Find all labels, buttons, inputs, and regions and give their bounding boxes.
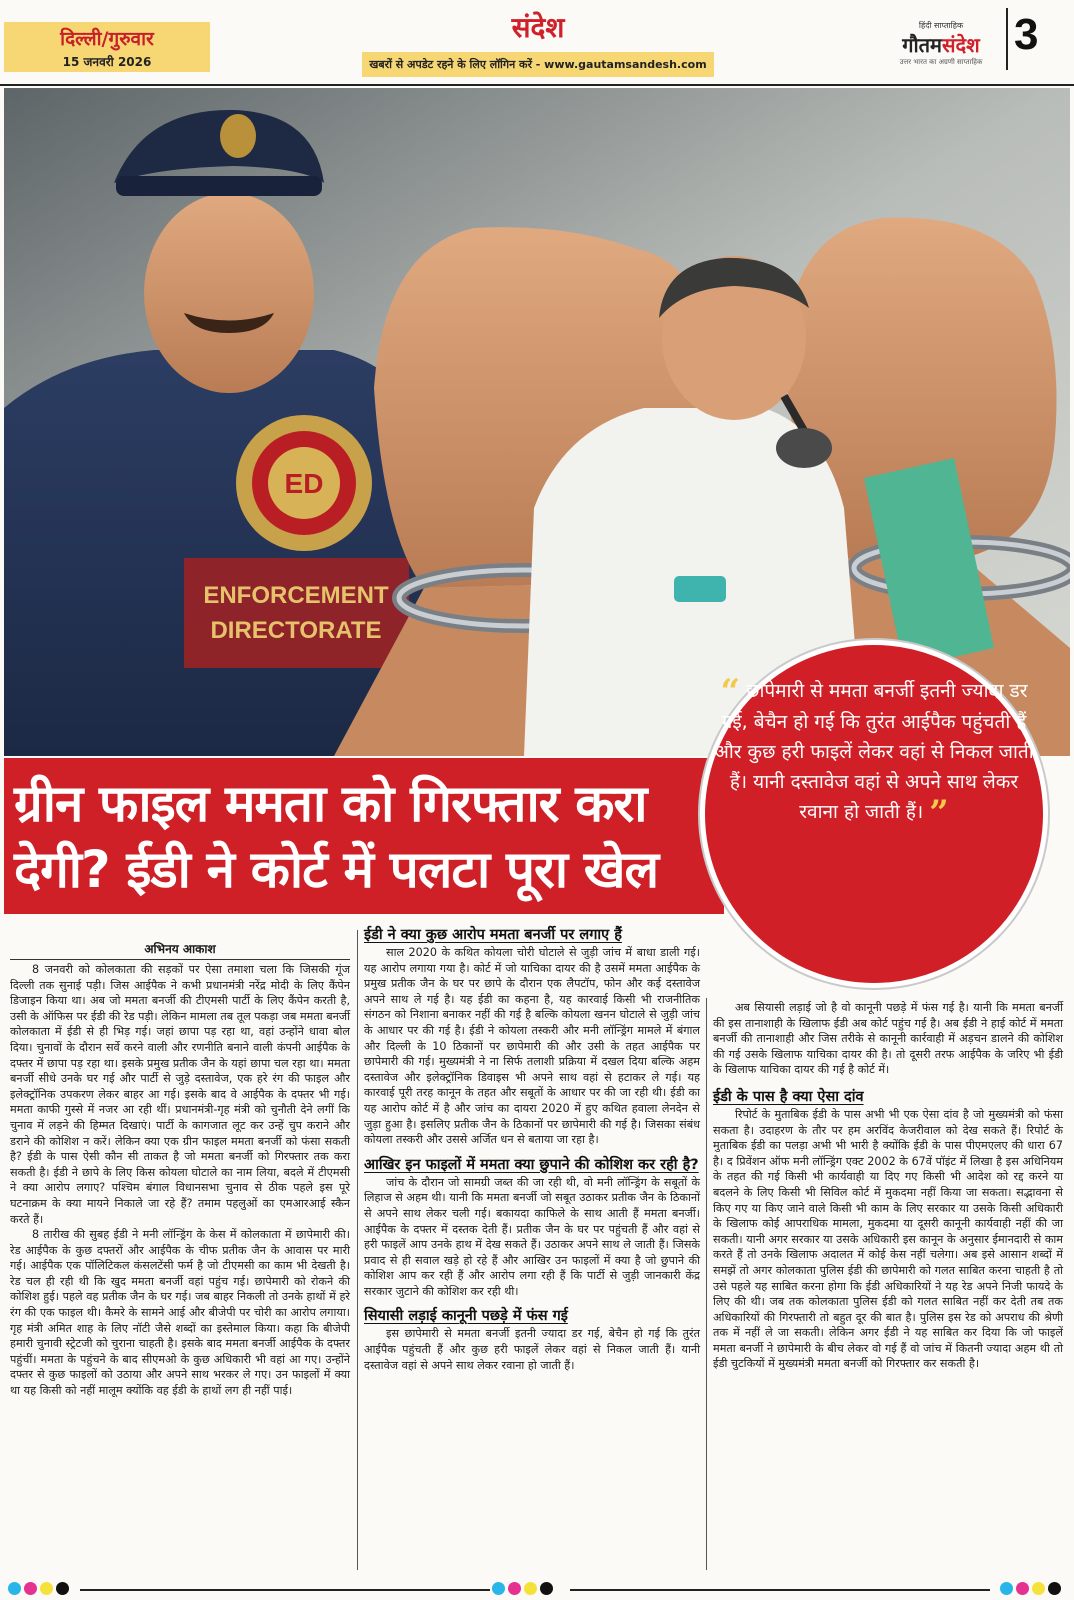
logo-subline: उत्तर भारत का अग्रणी साप्ताहिक xyxy=(899,58,983,66)
footer-rule-right xyxy=(570,1589,990,1591)
article-column-1 xyxy=(10,962,350,1399)
logo-part-2: संदेश xyxy=(942,33,980,57)
main-headline xyxy=(14,772,714,904)
article-paragraph: जांच के दौरान जो सामग्री जब्त की जा रही थी, वो मनी लॉन्ड्रिंग के सबूतों के लिहाज से अहम थी। यानी कि ममता बनर्जी जो सबूत उठाकर प्रतीक जैन के ठिकानों से अपने साथ लेकर चली गई। बकायदा काफिले के साथ आती हैं ममता बनर्जी। आईपैक के दफ्तर में दस्तक देती हैं। प्रतीक जैन के घर पर पहुंचती हैं और वहां से हरी फाइलें आप उनके हाथ में देख सकते हैं। उठाकर अपने साथ ले जाती हैं। जिसके प्रवाद से ही सवाल खड़े हो रहे हैं और आखिर उन फाइलों में क्या है जो छुपाने की कोशिश आप कर रही हैं और आरोप लगा रही हैं कि पार्टी से जुड़ी जानकारी केंद्र सरकार जुटाने की कोशिश कर रही थी। xyxy=(364,1175,700,1298)
badge-text: ED xyxy=(284,468,324,499)
cyan-dot-icon xyxy=(8,1582,21,1595)
registration-marks-center xyxy=(492,1582,553,1595)
logo-part-1: गौतम xyxy=(902,33,943,57)
website-tagline[interactable]: खबरों से अपडेट रहने के लिए लॉगिन करें - www.gautamsandesh.com xyxy=(362,52,714,77)
logo-wordmark xyxy=(876,31,1006,58)
cyan-dot-icon xyxy=(492,1582,505,1595)
yellow-dot-icon xyxy=(524,1582,537,1595)
subheading: ईडी के पास है क्या ऐसा दांव xyxy=(713,1088,864,1105)
page-footer xyxy=(0,1578,1074,1600)
byline: अभिनय आकाश xyxy=(10,940,350,960)
subheading: आखिर इन फाइलों में ममता क्या छुपाने की कोशिश कर रही है? xyxy=(364,1156,699,1173)
registration-marks-left xyxy=(8,1582,69,1595)
page-header xyxy=(0,0,1074,86)
open-quote-icon: “ xyxy=(720,672,741,712)
article-column-3 xyxy=(713,1000,1063,1372)
article-paragraph: 8 तारीख की सुबह ईडी ने मनी लॉन्ड्रिंग के केस में कोलकाता में छापेमारी की। रेड आईपैक के कुछ दफ्तरों और आईपैक के चीफ प्रतीक जैन के आवास पर मारी गई। आईपैक एक पॉलिटिकल कंसलटेंसी फर्म है जो टीएमसी का काम भी देखती है। रेड चल ही रही थी कि खुद ममता बनर्जी वहां पहुंच गई। छापेमारी को रोकने की कोशिश हुई। पहले वह प्रतीक जैन के घर गई। जब बाहर निकली तो उनके हाथों में हरे रंग की एक फाइल थी। कैमरे के सामने आई और बीजेपी पर चोरी का आरोप लगाया। गृह मंत्री अमित शाह के लिए नॉटी जैसे शब्दों का इस्तेमाल किया। कहा कि बीजेपी हमारी चुनावी स्ट्रेटजी को चुराना चाहती है। इसके बाद ममता बनर्जी आईपैक के दफ्तर पहुंचीं। ममता के पहुंचने के बाद सीएमओ के कुछ अधिकारी भी वहां आ गए। उन्होंने दफ्तर से कुछ फाइलों को उठाया और अपने साथ भरकर ले गए। उन फाइलों में क्या था यह किसी को नहीं मालूम क्योंकि वह ईडी के हाथों लग ही नहीं पाई। xyxy=(10,1228,350,1398)
cyan-dot-icon xyxy=(1000,1582,1013,1595)
date-box xyxy=(4,22,210,72)
registration-marks-right xyxy=(1000,1582,1061,1595)
article-paragraph: अब सियासी लड़ाई जो है वो कानूनी पछड़े में फंस गई है। यानी कि ममता बनर्जी की इस तानाशाही के खिलाफ ईडी अब कोर्ट पहुंच गई है। अब ईडी ने हाई कोर्ट में ममता बनर्जी की तानाशाही और जिस तरीके से कानूनी कार्रवाही में अड़चन डालने की कोशिश की गई उसके खिलाफ याचिका दायर की है। तो दूसरी तरफ आईपैक के जरिए भी ईडी के खिलाफ याचिका दायर की गई है कोर्ट में। xyxy=(713,1001,1063,1077)
page-number: 3 xyxy=(1014,10,1039,59)
pull-quote xyxy=(712,672,1036,833)
article-paragraph: इस छापेमारी से ममता बनर्जी इतनी ज्यादा डर गई, बेचैन हो गई कि तुरंत आईपैक पहुंचती हैं और कुछ हरी फाइलें लेकर वहां से निकल जाती हैं। यानी दस्तावेज वहां से अपने साथ लेकर रवाना हो जाती हैं। xyxy=(364,1327,700,1372)
black-dot-icon xyxy=(1048,1582,1061,1595)
logo-kicker: हिंदी साप्ताहिक xyxy=(918,21,964,30)
headline-line-1: ग्रीन फाइल ममता को गिरफ्तार करा xyxy=(14,775,647,834)
article-paragraph: रिपोर्ट के मुताबिक ईडी के पास अभी भी एक ऐसा दांव है जो मुख्यमंत्री को फंसा सकता है। उदाहरण के तौर पर हम अरविंद केजरीवाल को देख सकते हैं। रिपोर्ट के मुताबिक ईडी का पलड़ा अभी भी भारी है क्योंकि ईडी के पास पीएमएलए की धारा 67 है। द प्रिवेंशन ऑफ मनी लॉन्ड्रिंग एक्ट 2002 के 67वें पॉइंट में लिखा है इस अधिनियम के तहत की गई किसी भी कार्यवाही या दिए गए किसी भी आदेश को रद्द करने या बदलने के लिए किसी भी सिविल कोर्ट में मुकदमा नहीं किया जा सकता। सद्भावना से किए गए या किए जाने वाले किसी भी काम के लिए सरकार या उसके किसी अधिकारी के खिलाफ कोई आपराधिक मामला, मुकदमा या दूसरी कानूनी कार्यवाही नहीं की जा सकती। यानी अगर सरकार या उसके अधिकारी इस कानून के अनुसार ईमानदारी से काम करते हैं तो उनके खिलाफ अदालत में कोई केस नहीं चलेगा। अब इसे आसान शब्दों में समझें तो अगर कोलकाता पुलिस ईडी की छापेमारी को गलत साबित करना चाहती है तो उसे पहले यह साबित करना होगा कि ईडी अधिकारियों ने यह रेड अपने निजी फायदे के लिए की थी। जब तक कोलकाता पुलिस ईडी को गलत साबित नहीं कर देती तब तक अधिकारियों की गिरफ्तारी तो बहुत दूर की बात है। पुलिस इस रेड को अपराध की श्रेणी तक में नहीं ले जा सकती। लेकिन अगर ईडी ने यह साबित कर दिया कि जो फाइलें ममता बनर्जी ने छापेमारी के बीच लेकर वो गई हैं वो जांच में कितनी ज्यादा अहम थी तो ईडी चुटकियों में मुख्यमंत्री ममता बनर्जी को गिरफ्तार कर सकती है। xyxy=(713,1107,1063,1371)
pull-quote-text: छापेमारी से ममता बनर्जी इतनी ज्यादा डर गई, बेचैन हो गई कि तुरंत आईपैक पहुंचती हैं और कुछ हरी फाइलें लेकर वहां से निकल जाती हैं। यानी दस्तावेज वहां से अपने साथ लेकर रवाना हो जाती हैं। xyxy=(714,680,1034,823)
black-dot-icon xyxy=(540,1582,553,1595)
issue-date: 15 जनवरी 2026 xyxy=(62,55,152,69)
subheading: सियासी लड़ाई कानूनी पछड़े में फंस गई xyxy=(364,1308,568,1325)
close-quote-icon: ” xyxy=(929,793,949,833)
subheading: ईडी ने क्या कुछ आरोप ममता बनर्जी पर लगाए हैं xyxy=(364,927,622,943)
footer-rule-left xyxy=(80,1589,490,1591)
section-masthead xyxy=(362,8,714,77)
headline-band xyxy=(4,758,724,914)
newspaper-logo xyxy=(876,20,1006,67)
article-column-2 xyxy=(364,926,700,1373)
magenta-dot-icon xyxy=(24,1582,37,1595)
header-divider xyxy=(1006,8,1008,70)
ed-badge xyxy=(236,415,372,551)
masthead-title: संदेश xyxy=(511,11,565,44)
wrist-band-icon xyxy=(674,576,726,602)
article-paragraph: 8 जनवरी को कोलकाता की सड़कों पर ऐसा तमाशा चला कि जिसकी गूंज दिल्ली तक सुनाई पड़ी। जिस आईपैक ने कभी प्रधानमंत्री नरेंद्र मोदी के लिए कैंपेन डिजाइन किया था। अब जो ममता बनर्जी की टीएमसी पार्टी के लिए कैंपेन करती है, उसी के ऑफिस पर ईडी की रेड पड़ी। लेकिन मामला तब तूल पकड़ा जब ममता बनर्जी कोलकाता में ईडी से ही भिड़ गई। जहां छापा पड़ रहा था, वहां उन्होंने धावा बोल दिया। चुनावों के दौरान सर्वे करने वाली और रणनीति बनाने वाली कंपनी आईपैक के दफ्तर में छापा पड़ रहा था। इसके प्रमुख प्रतीक जैन के यहां छापा चल रहा था। ममता बनर्जी सीधे उनके घर गई और पार्टी से जुड़े दस्तावेज, एक हरे रंग की फाइल और इलेक्ट्रॉनिक उपकरण लेकर बाहर आ गई। इसके बाद वे आईपैक के दफ्तर भी गई। ममता काफी गुस्से में नजर आ रही थीं। प्रधानमंत्री-गृह मंत्री को चुनौती देने लगीं कि चुनाव में लड़ने की हिम्मत दिखाएं। पार्टी के कागजात लूट कर उन्हें चुप कराने और डराने की कोशिश न करें। लेकिन क्या एक ग्रीन फाइल ममता बनर्जी को फंसा सकती है? ईडी के पास ऐसी कौन सी ताकत है जो ममता बनर्जी को गिरफ्तार तक करा सकती है। ईडी ने छापे के लिए किस कोयला घोटाले का नाम लिया, बदले में टीएमसी ने क्या आरोप लगाए? पश्चिम बंगाल विधानसभा चुनाव से ठीक पहले इस पूरे घटनाक्रम के क्या मायने निकाले जा रहे हैं? तमाम पहलुओं का एमआरआई स्कैन करते हैं। xyxy=(10,963,350,1226)
vest-label-1: ENFORCEMENT xyxy=(203,582,389,609)
magenta-dot-icon xyxy=(508,1582,521,1595)
column-divider xyxy=(357,930,358,1570)
vest-label-2: DIRECTORATE xyxy=(210,617,382,644)
yellow-dot-icon xyxy=(1032,1582,1045,1595)
article-paragraph: साल 2020 के कथित कोयला चोरी घोटाले से जुड़ी जांच में बाधा डाली गई। यह आरोप लगाया गया है। कोर्ट में जो याचिका दायर की है उसमें ममता आईपैक के प्रमुख प्रतीक जैन के घर पर छापे के दौरान एक लैपटॉप, फोन और कई दस्तावेज अपने साथ ले गई है। यह ईडी का कहना है, यह कारवाई किसी भी राजनीतिक संगठन को निशाना बनाकर नहीं की गई है बल्कि कोयला खनन घोटाले से जुड़ी जांच के आधार पर की गई है। ईडी ने कोयला तस्करी और मनी लॉन्ड्रिंग मामले में बंगाल और दिल्ली के 10 ठिकानों पर छापेमारी की और उसी के तहत आईपैक पर छापेमारी की गई। मुख्यमंत्री ने ना सिर्फ तलाशी प्रक्रिया में दखल दिया बल्कि अहम दस्तावेज और इलेक्ट्रॉनिक डिवाइस भी अपने साथ वहां से हटाकर ले गई। यह कारवाई पूरी तरह कानून के तहत और सबूतों के आधार पर की जा रही थी। ईडी का यह आरोप कोर्ट में है और जांच का दायरा 2020 में हुए कथित हवाला लेनदेन से जुड़ा हुआ है। इसलिए प्रतीक जैन के ठिकानों पर छापेमारी की गई है। जिसका संबंध कोयला तस्करी और उससे अर्जित धन से बताया जा रहा है। xyxy=(364,946,700,1147)
city-day: दिल्ली/गुरुवार xyxy=(60,28,154,50)
column-divider xyxy=(706,998,707,1570)
yellow-dot-icon xyxy=(40,1582,53,1595)
magenta-dot-icon xyxy=(1016,1582,1029,1595)
microphone-icon xyxy=(776,428,832,468)
headline-line-2: देगी? ईडी ने कोर्ट में पलटा पूरा खेल xyxy=(14,841,659,900)
black-dot-icon xyxy=(56,1582,69,1595)
